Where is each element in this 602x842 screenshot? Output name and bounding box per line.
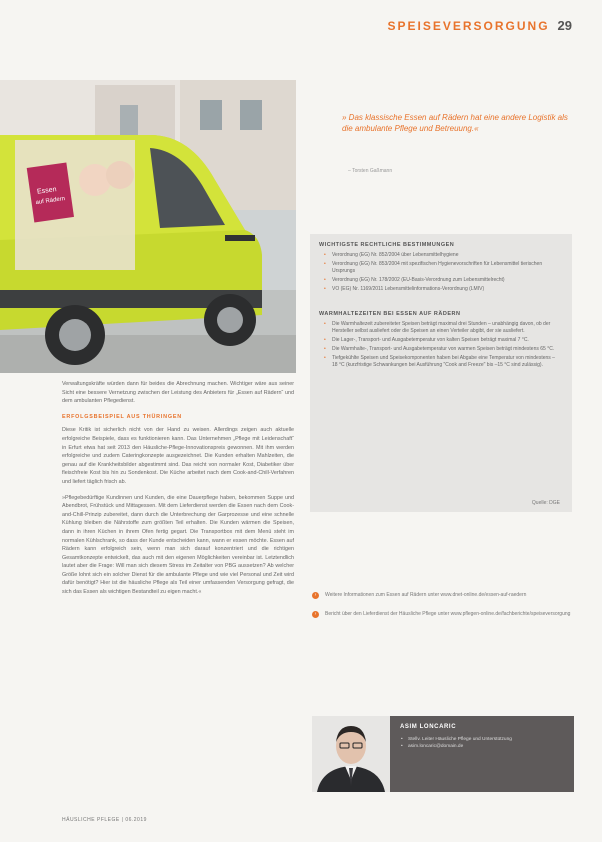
van-sign-line1: Essen [36,186,57,196]
legal-item: • VO (EG) Nr. 1169/2011 Lebensmittelinformations-Verordnung (LMIV) [332,286,560,293]
warmhold-list [310,321,572,369]
page-footer: HÄUSLICHE PFLEGE | 06.2019 [62,817,147,823]
van-illustration [0,80,296,373]
legal-item: • Verordnung (EG) Nr. 178/2002 (EU-Basis-Verordnung zum Lebensmittelrecht) [332,277,560,284]
article-body [62,380,294,604]
author-photo [312,716,390,792]
legal-list [310,252,572,293]
author-email[interactable]: • asim.loncaric@domain.de [408,743,564,750]
author-details [400,736,564,750]
link-icon: › [312,592,319,599]
body-subheading: ERFOLGSBEISPIEL AUS THÜRINGEN [62,413,182,420]
body-paragraph: Verwaltungskräfte würden dann für beides die Abrechnung machen. Wichtiger wäre aus seiner Sicht eine bessere Vernetzung zwischen der Leistung des Anbieters für „Essen auf Rädern“ und dem ambulanten Pflegedienst. [62,381,294,405]
body-paragraph: Diese Kritik ist sicherlich nicht von der Hand zu weisen. Allerdings zeigen auch aktuelle erfolgreiche Beispiele, dass es funktionieren kann. Das Unternehmen „Pflege mit Leidenschaft“ in Erfurt etwa hat seit 2013 den Häusliche-Pflege-Innovationspreis gewonnen. Mit ihm werden erfolgreiche und zudem Cateringkonzepte ausgezeichnet. Die Kunden erhalten Mahlzeiten, die genau auf die Krankheitsbilder abgestimmt sind. Das reicht von normaler Kost, Diabetiker über fleischfreie Kost bis hin zu Sondenkost. Die Küche arbeitet nach dem Cook-and-Chill-Verfahren und liefert täglich frisch ab. [62,427,294,485]
info-link-text[interactable]: Weitere Informationen zum Essen auf Rädern unter www.dnet-online.de/essen-auf-raedern [325,592,527,598]
info-link-text[interactable]: Bericht über den Lieferdienst der Häusliche Pflege unter www.pflegen-online.de/fachberichte/speiseversorgung [325,611,571,617]
author-role: • Stellv. Leiter Häusliche Pflege und Unterstützung [408,736,564,743]
author-name: ASIM LONCARIC [400,724,457,730]
body-paragraph: »Pflegebedürftige Kundinnen und Kunden, die eine Dauerpflege haben, bekommen Suppe und Abendbrot, Frühstück und Mittagessen. Mit dem Lieferdienst werden die Essen nach dem Cook-and-Chill-Prinzip zubereitet, dann durch die Unterbrechung der Garprozesse und eine schnelle Kühlung bleiben die Nährstoffe zum größten Teil erhalten. Die Kunden wärmen die Speisen, dann in ihren Küchen in ihrem Ofen fertig gegart. Die Transportbox mit dem Menü steht im normalen Kühlschrank, so dass der Kunde entscheiden kann, wann er essen möchte. Essen auf Rädern kann erfolgreich sein, wenn man sich darauf konzentriert und die richtigen Gesamtkonzepte entwickelt, das auch mit den eigenen Möglichkeiten vereinbar ist. Letztendlich lautet aber die Frage: Will man sich diesem Stress im Zeitalter von PBG aussetzen? Ab welcher Größe lohnt sich ein solcher Dienst für die ambulante Pflege und wie viel Personal und Zeit wird dafür benötigt? Hier ist die häusliche Pflege als Teil einer umfassenden Versorgung gefragt, die sich das Essen als wichtigen Bestandteil zu eigen macht.« [62,494,294,596]
van-sign-line2: auf Rädern [35,196,66,207]
page-number: 29 [557,18,572,33]
pull-quote: » Das klassische Essen auf Rädern hat eine andere Logistik als die ambulante Pflege und Betreuung.« [342,113,568,133]
legal-item: • Verordnung (EG) Nr. 853/2004 mit spezifischen Hygienevorschriften für Lebensmittel tierischen Ursprungs [332,261,560,275]
warmhold-item: • Die Warmhaltezeit zubereiteter Speisen beträgt maximal drei Stunden – unabhängig davon, ob der Hersteller selbst ausliefert oder die Speisen an einen Verteiler abgibt, der sie ausliefert. [332,321,560,335]
info-link-row[interactable] [312,611,574,618]
author-panel [390,716,574,792]
legal-item: • Verordnung (EG) Nr. 852/2004 über Lebensmittelhygiene [332,252,560,259]
section-title: SPEISEVERSORGUNG [387,19,550,33]
legal-box-title: WICHTIGSTE RECHTLICHE BESTIMMUNGEN [319,242,455,248]
warmhold-box-title: WARMHALTEZEITEN BEI ESSEN AUF RÄDERN [319,311,461,317]
warmhold-item: • Die Lager-, Transport- und Ausgabetemperatur von kalten Speisen beträgt maximal 7 °C. [332,337,560,344]
warmhold-item: • Tiefgekühlte Speisen und Speisekomponenten haben bei Abgabe eine Temperatur von mindestens –18 °C (kurzfristige Schwankungen bei Ausführung "Cook and Freeze" bis –15 °C sind zulässig). [332,355,560,369]
info-link-row[interactable] [312,592,574,599]
link-icon: › [312,611,319,618]
info-links [312,592,574,630]
legal-box-source: Quelle: DGE [531,500,560,506]
legal-info-box [310,234,572,512]
author-portrait [312,716,390,792]
author-box [312,716,574,792]
hero-photo-delivery-van [0,80,296,373]
warmhold-item: • Die Warmhalte-, Transport- und Ausgabetemperatur von warmen Speisen beträgt mindestens 65 °C. [332,346,560,353]
page-header [388,18,573,33]
quote-source: – Torsten Gaßmann [348,168,393,174]
